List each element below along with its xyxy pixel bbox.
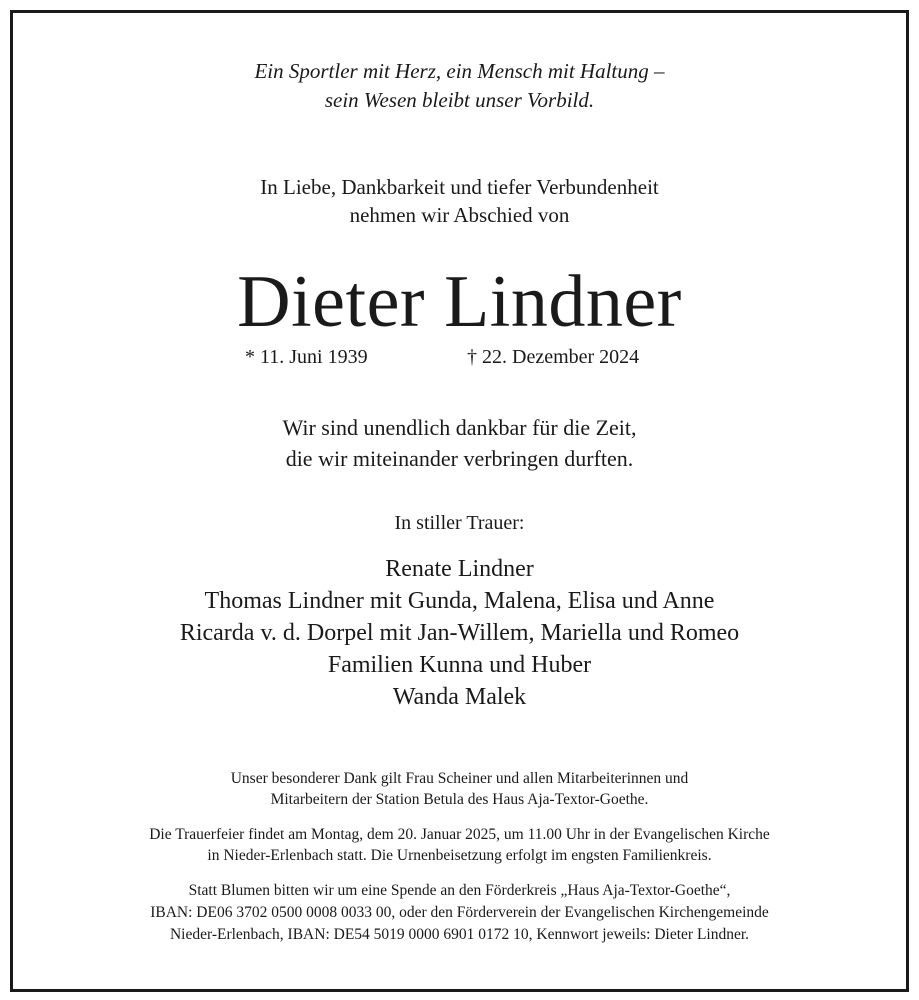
donation-line-1: Statt Blumen bitten wir um eine Spende an den Förderkreis „Haus Aja-Textor-Goethe“,: [188, 882, 731, 899]
thanks-line-1: Wir sind unendlich dankbar für die Zeit,: [282, 415, 637, 440]
donation-line-3: Nieder-Erlenbach, IBAN: DE54 5019 0000 6901 0172 10, Kennwort jeweils: Dieter Lindner.: [169, 926, 750, 943]
mourner-name: Thomas Lindner mit Gunda, Malena, Elisa und Anne: [204, 588, 715, 614]
death-date: † 22. Dezember 2024: [467, 346, 640, 368]
intro-line-2: nehmen wir Abschied von: [349, 203, 570, 227]
deceased-name: Dieter Lindner: [237, 261, 682, 343]
birth-date: * 11. Juni 1939: [245, 346, 368, 368]
acknowledgement-line-2: Mitarbeitern der Station Betula des Haus Aja-Textor-Goethe.: [270, 791, 649, 808]
acknowledgement-line-1: Unser besonderer Dank gilt Frau Scheiner und allen Mitarbeiterinnen und: [230, 770, 689, 787]
donation-line-2: IBAN: DE06 3702 0500 0008 0033 00, oder den Förderverein der Evangelischen Kirchengemeinde: [150, 904, 769, 921]
thanks-line-2: die wir miteinander verbringen durften.: [285, 446, 634, 471]
mourner-name: Wanda Malek: [392, 684, 527, 710]
funeral-line-2: in Nieder-Erlenbach statt. Die Urnenbeisetzung erfolgt im engsten Familienkreis.: [207, 847, 712, 864]
motto-line-1: Ein Sportler mit Herz, ein Mensch mit Haltung –: [254, 59, 665, 83]
intro-line-1: In Liebe, Dankbarkeit und tiefer Verbundenheit: [260, 175, 659, 199]
mourners-heading: In stiller Trauer:: [394, 512, 525, 534]
mourner-name: Renate Lindner: [385, 556, 534, 582]
mourner-name: Ricarda v. d. Dorpel mit Jan-Willem, Mariella und Romeo: [179, 620, 740, 646]
motto-line-2: sein Wesen bleibt unser Vorbild.: [324, 88, 595, 112]
mourner-name: Familien Kunna und Huber: [327, 652, 592, 678]
funeral-line-1: Die Trauerfeier findet am Montag, dem 20. Januar 2025, um 11.00 Uhr in der Evangelischen Kirche: [149, 826, 770, 843]
